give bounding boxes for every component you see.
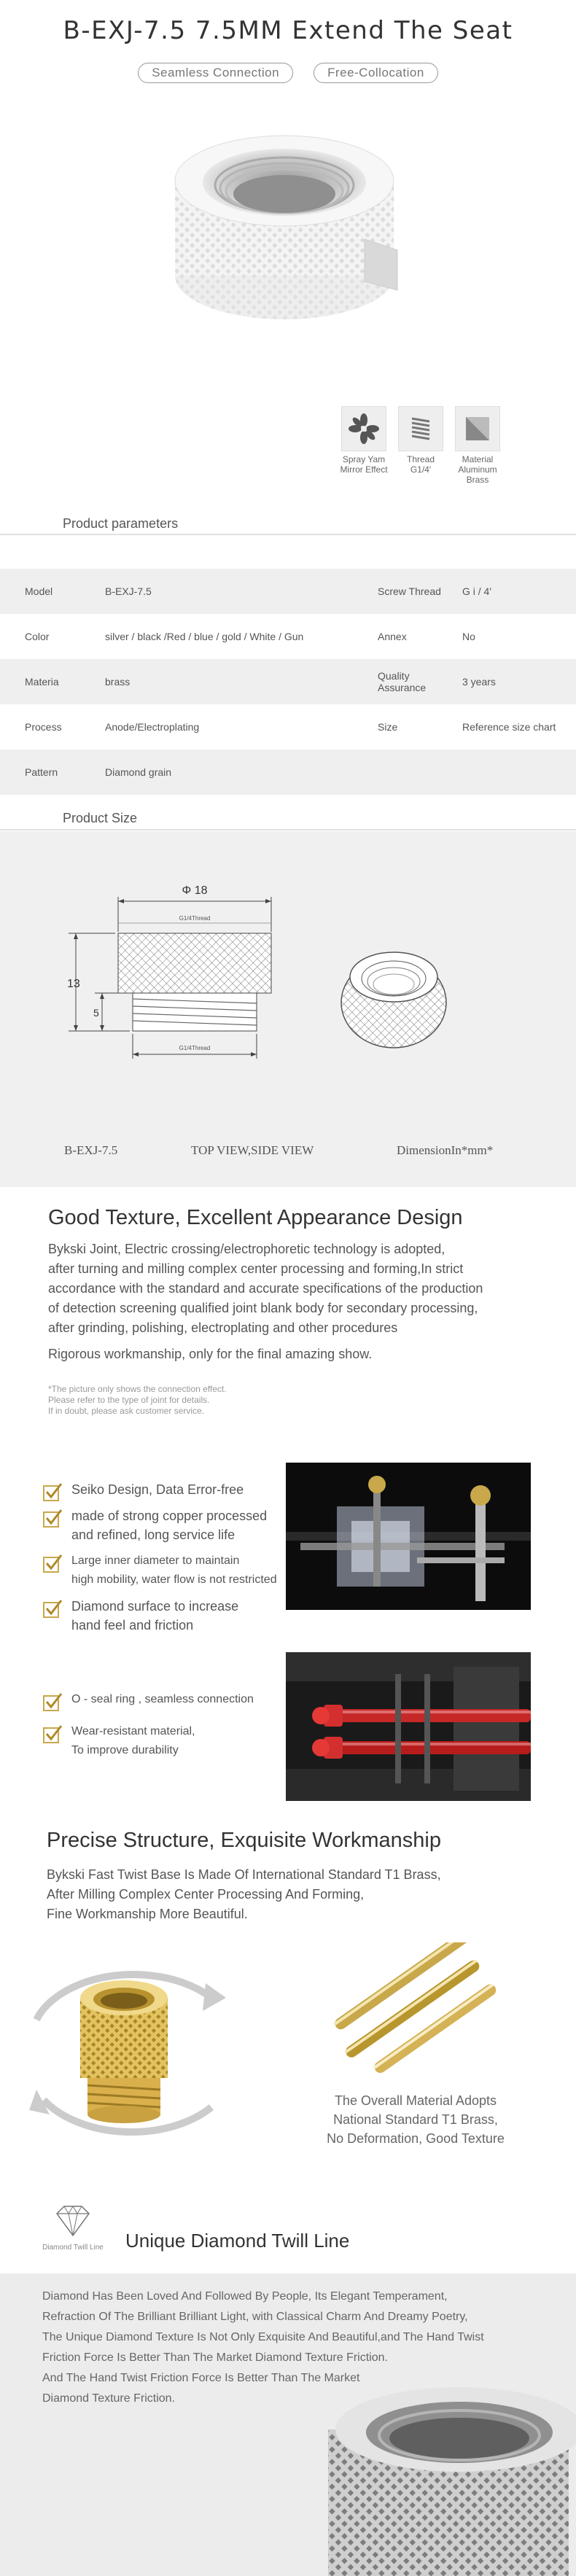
feature-icons [340,406,502,485]
list-item: Wear-resistant material, To improve durability [42,1722,290,1760]
list-item: made of strong copper processed and refined, long service life [42,1506,290,1544]
texture-paragraph: Bykski Joint, Electric crossing/electrophoretic technology is adopted, after turning and milling complex center processing and forming,In strict accordance with the standard and accurate specifications of the production of detection screening qualified joint blank body for secondary processing, after grinding, polishing, electroplating and other procedures [48,1242,483,1335]
flower-icon [341,406,386,451]
table-row: Materia brass Quality Assurance 3 years [0,659,576,704]
table-row: Color silver / black /Red / blue / gold / White / Gun Annex No [25,631,475,642]
size-caption-unit: DimensionIn*mm* [397,1143,494,1157]
table-row: Model B-EXJ-7.5 Screw Thread G i / 4' [0,569,576,614]
dim-thread-label: 5 [93,1007,99,1019]
list-item: Seiko Design, Data Error-free [42,1480,290,1499]
structure-heading: Precise Structure, Exquisite Workmanship [47,1829,442,1852]
product-photo-block [286,1463,531,1610]
thread-label-bottom: G1/4Thread [179,1045,211,1051]
list-item: O - seal ring , seamless connection [42,1690,290,1709]
feature-spray: Spray Yam Mirror Effect [340,406,388,485]
checklist-2 [42,1690,290,1760]
diamond-logo: Diamond Twill Line [36,2203,109,2252]
feature-thread: Thread G1/4' [397,406,445,485]
size-heading: Product Size [63,811,138,825]
feature-material: Material Aluminum Brass [454,406,502,485]
gold-fitting-image [15,1954,233,2151]
thread-label-top: G1/4Thread [179,915,211,922]
check-icon [42,1598,63,1619]
silver-fitting-image [314,2378,576,2576]
tag-collocation: Free-Collocation [314,63,438,83]
page-title: B-EXJ-7.5 7.5MM Extend The Seat [63,16,513,45]
material-icon [455,406,500,451]
diamond-heading: Unique Diamond Twill Line [125,2230,350,2252]
checklist-1 [42,1480,290,1635]
size-caption-model: B-EXJ-7.5 [64,1143,118,1157]
texture-heading: Good Texture, Excellent Appearance Design [48,1206,463,1229]
check-icon [42,1692,63,1712]
check-icon [42,1508,63,1528]
texture-notes: *The picture only shows the connection effect. Please refer to the type of joint for details. If in doubt, please ask customer service. [48,1384,227,1416]
thread-icon [398,406,443,451]
list-item: Diamond surface to increase hand feel and friction [42,1597,290,1635]
divider [0,534,576,535]
check-icon [42,1482,63,1502]
feature-tags [0,63,576,83]
check-icon [42,1724,63,1744]
divider [0,829,576,830]
dim-height-label: 13 [67,978,80,990]
table-row: Pattern Diamond grain [0,750,576,795]
list-item: Large inner diameter to maintain high mobility, water flow is not restricted [42,1552,290,1589]
table-row: Process Anode/Electroplating Size Reference size chart [25,721,556,733]
diamond-paragraph: Diamond Has Been Loved And Followed By People, Its Elegant Temperament, Refraction Of The Brilliant Brilliant Light, with Classical Charm And Dreamy Poetry, The Unique Diamond Texture Is Not Only Exquisite And Beautiful,and The Hand Twist Friction Force Is Better Than The Market Diamond Texture Friction. And The Hand Twist Friction Force Is Better Than The Market Diamond Texture Friction. [42,2290,484,2405]
size-caption-view: TOP VIEW,SIDE VIEW [191,1143,314,1157]
tag-seamless: Seamless Connection [138,63,293,83]
dimension-drawing [51,868,518,1116]
params-table [0,569,576,795]
structure-paragraph: Bykski Fast Twist Base Is Made Of International Standard T1 Brass, After Milling Complex Center Processing And Forming, Fine Workmanship More Beautiful. [47,1867,441,1921]
fitting-sketch [341,952,446,1048]
product-photo-tubes [286,1652,531,1801]
params-heading: Product parameters [63,516,179,531]
gold-caption: The Overall Material Adopts National Standard T1 Brass, No Deformation, Good Texture [327,2093,505,2146]
texture-rigor: Rigorous workmanship, only for the final amazing show. [48,1347,373,1361]
brass-rods-image [332,1942,500,2074]
check-icon [42,1553,63,1573]
diamond-icon [51,2203,95,2238]
dim-width-label: Φ 18 [182,884,208,897]
fitting-hero-image [146,93,423,334]
